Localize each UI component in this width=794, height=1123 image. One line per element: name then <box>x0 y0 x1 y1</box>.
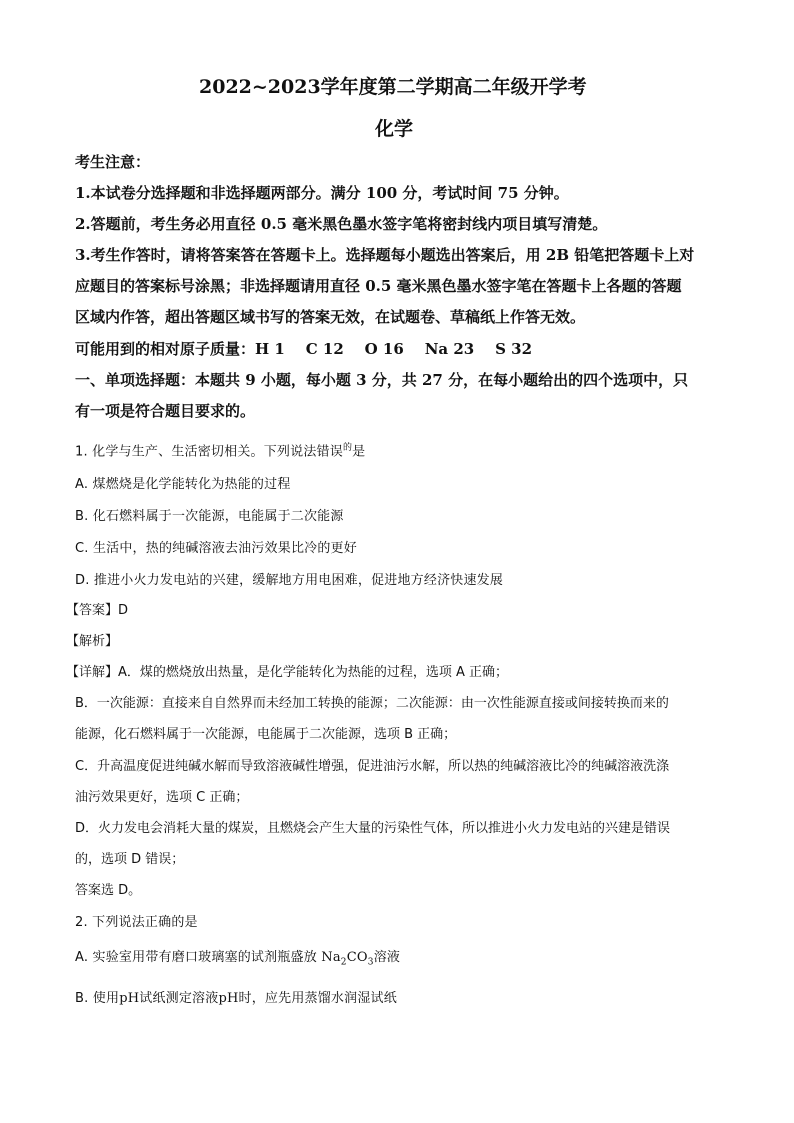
formula-sub-2: 2 <box>340 957 347 968</box>
question-1-stem-end: 是 <box>352 444 366 460</box>
question-1-option-b: B. 化石燃料属于一次能源，电能属于二次能源 <box>75 509 344 524</box>
question-1-conclusion: 答案选 D。 <box>75 883 142 898</box>
question-1-answer: 【答案】D <box>66 603 129 618</box>
subject-title: 化学 <box>375 118 414 140</box>
notice-item-3-line-1: 3.考生作答时，请将答案答在答题卡上。选择题每小题选出答案后，用 2B 铅笔把答题卡上对 <box>75 246 695 264</box>
question-1-stem-text: 1. 化学与生产、生活密切相关。下列说法错误 <box>75 444 343 460</box>
question-1-stem-de: 的 <box>342 443 353 453</box>
formula-co: CO <box>346 950 368 965</box>
question-2-option-b-mid: 试纸测定溶液 <box>139 991 219 1006</box>
question-1-analysis-label: 【解析】 <box>66 634 119 649</box>
question-2-option-b <box>75 987 397 1006</box>
section-1-heading-line-1: 一、单项选择题：本题共 9 小题，每小题 3 分，共 27 分，在每小题给出的四个选项中，只 <box>75 371 689 389</box>
notice-item-3-line-3: 区域内作答，超出答题区域书写的答案无效，在试题卷、草稿纸上作答无效。 <box>75 308 586 326</box>
question-2-option-b-text: B. 使用 <box>75 991 120 1006</box>
notice-heading: 考生注意： <box>75 153 151 171</box>
notice-item-3-line-2: 应题目的答案标号涂黑；非选择题请用直径 0.5 毫米黑色墨水签字笔在答题卡上各题的答题 <box>75 277 682 295</box>
question-1-detail-4b: 的，选项 D 错误； <box>75 852 185 867</box>
question-1-detail-1: 【详解】A．煤的燃烧放出热量，是化学能转化为热能的过程，选项 A 正确； <box>66 665 509 680</box>
atomic-mass-line: 可能用到的相对原子质量：H 1 C 12 O 16 Na 23 S 32 <box>75 340 533 358</box>
formula-ph-1: pH <box>119 991 140 1006</box>
question-2-option-b-end: 时，应先用蒸馏水润湿试纸 <box>238 991 397 1006</box>
formula-na: Na <box>321 950 341 965</box>
question-1-detail-2a: B．一次能源：直接来自自然界而未经加工转换的能源；二次能源：由一次性能源直接或间接转换而来的 <box>75 696 669 711</box>
question-1-detail-2b: 能源，化石燃料属于一次能源，电能属于二次能源，选项 B 正确； <box>75 727 457 742</box>
question-2-option-a-end: 溶液 <box>373 950 401 965</box>
question-1-option-c: C. 生活中，热的纯碱溶液去油污效果比冷的更好 <box>75 541 357 556</box>
question-2-stem: 2. 下列说法正确的是 <box>75 915 198 930</box>
question-2-option-a-text: A. 实验室用带有磨口玻璃塞的试剂瓶盛放 <box>75 950 322 965</box>
question-2-option-a <box>75 946 400 968</box>
question-1-detail-4a: D．火力发电会消耗大量的煤炭，且燃烧会产生大量的污染性气体，所以推进小火力发电站的兴建是错误 <box>75 821 671 836</box>
formula-ph-2: pH <box>218 991 239 1006</box>
notice-item-1: 1.本试卷分选择题和非选择题两部分。满分 100 分，考试时间 75 分钟。 <box>75 184 569 202</box>
question-1-stem <box>75 440 365 459</box>
question-1-option-d: D. 推进小火力发电站的兴建，缓解地方用电困难，促进地方经济快速发展 <box>75 573 504 588</box>
notice-item-2: 2.答题前，考生务必用直径 0.5 毫米黑色墨水签字笔将密封线内项目填写清楚。 <box>75 215 608 233</box>
section-1-heading-line-2: 有一项是符合题目要求的。 <box>75 402 256 420</box>
question-1-detail-3a: C．升高温度促进纯碱水解而导致溶液碱性增强，促进油污水解，所以热的纯碱溶液比冷的纯碱溶液洗涤 <box>75 759 670 774</box>
formula-sub-3: 3 <box>367 957 374 968</box>
question-1-option-a: A. 煤燃烧是化学能转化为热能的过程 <box>75 477 291 492</box>
exam-title: 2022~2023学年度第二学期高二年级开学考 <box>199 76 587 98</box>
question-1-detail-3b: 油污效果更好，选项 C 正确； <box>75 790 249 805</box>
